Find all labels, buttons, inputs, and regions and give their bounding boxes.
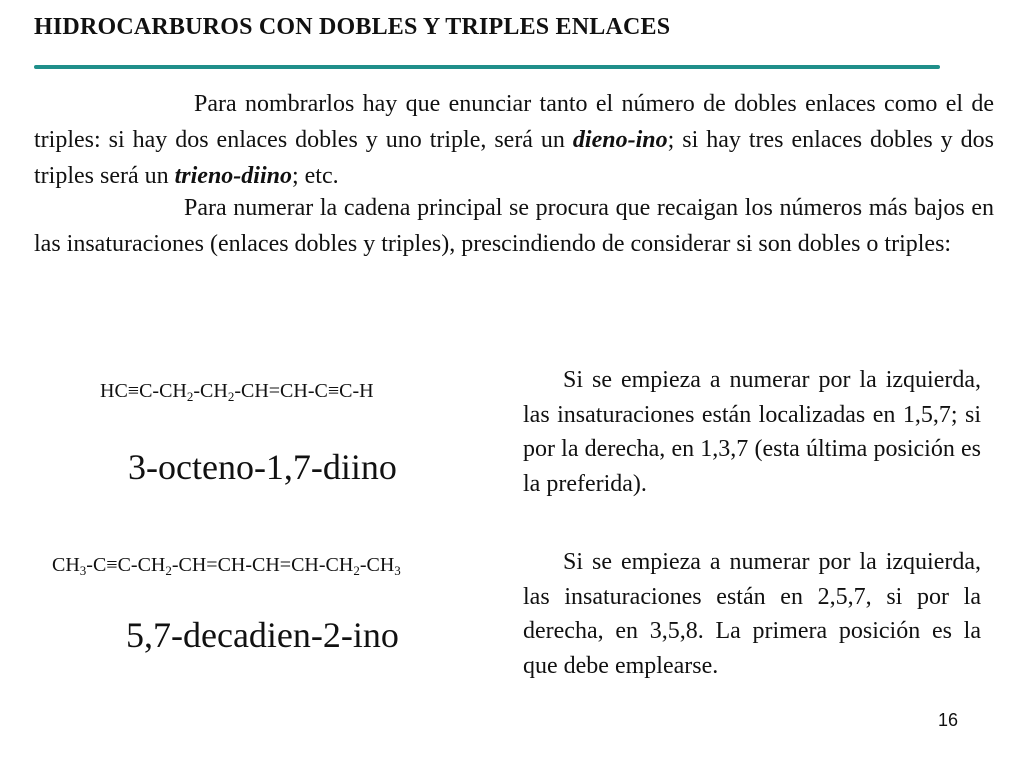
paragraph-numbering bbox=[34, 190, 994, 262]
paragraph-naming-text-a: Para nombrarlos hay que enunciar tanto el número de dobles enlaces como el de triples: si hay dos enlaces dobles y uno triple, será un bbox=[34, 91, 994, 153]
formula-octenodiino: $HC\equiv C-CH_2-CH_2-CH=CH-C\equiv C-H$ bbox=[100, 380, 374, 404]
term-trieno-diino: trieno-diino bbox=[174, 163, 292, 189]
paragraph-naming-text-c: ; etc. bbox=[291, 163, 339, 189]
paragraph-naming bbox=[34, 86, 994, 194]
paragraph-naming-text-b: ; si hay tres enlaces dobles y dos triples será un bbox=[34, 127, 994, 189]
slide-title: HIDROCARBUROS CON DOBLES Y TRIPLES ENLACES bbox=[34, 14, 671, 40]
compound-name-2: 5,7-decadien-2-ino bbox=[126, 615, 399, 655]
explanation-1: Si se empieza a numerar por la izquierda, las insaturaciones están localizadas en 1,5,7; si por la derecha, en 1,3,7 (esta última posición es la preferida). bbox=[523, 367, 981, 497]
paragraph-numbering-text: Para numerar la cadena principal se procura que recaigan los números más bajos en las insaturaciones (enlaces dobles y triples), prescindiendo de considerar si son dobles o triples: bbox=[34, 195, 994, 257]
term-dieno-ino: dieno-ino bbox=[572, 127, 668, 153]
explanation-2: Si se empieza a numerar por la izquierda, las insaturaciones están en 2,5,7, si por la derecha, en 3,5,8. La primera posición es la que debe emplearse. bbox=[523, 549, 981, 679]
compound-name-1: 3-octeno-1,7-diino bbox=[128, 447, 397, 487]
title-underline bbox=[34, 65, 940, 69]
page-number: 16 bbox=[938, 710, 959, 730]
formula-decadienino: $CH_3-C\equiv C-CH_2-CH=CH-CH=CH-CH_2-CH_3$ bbox=[52, 554, 401, 578]
